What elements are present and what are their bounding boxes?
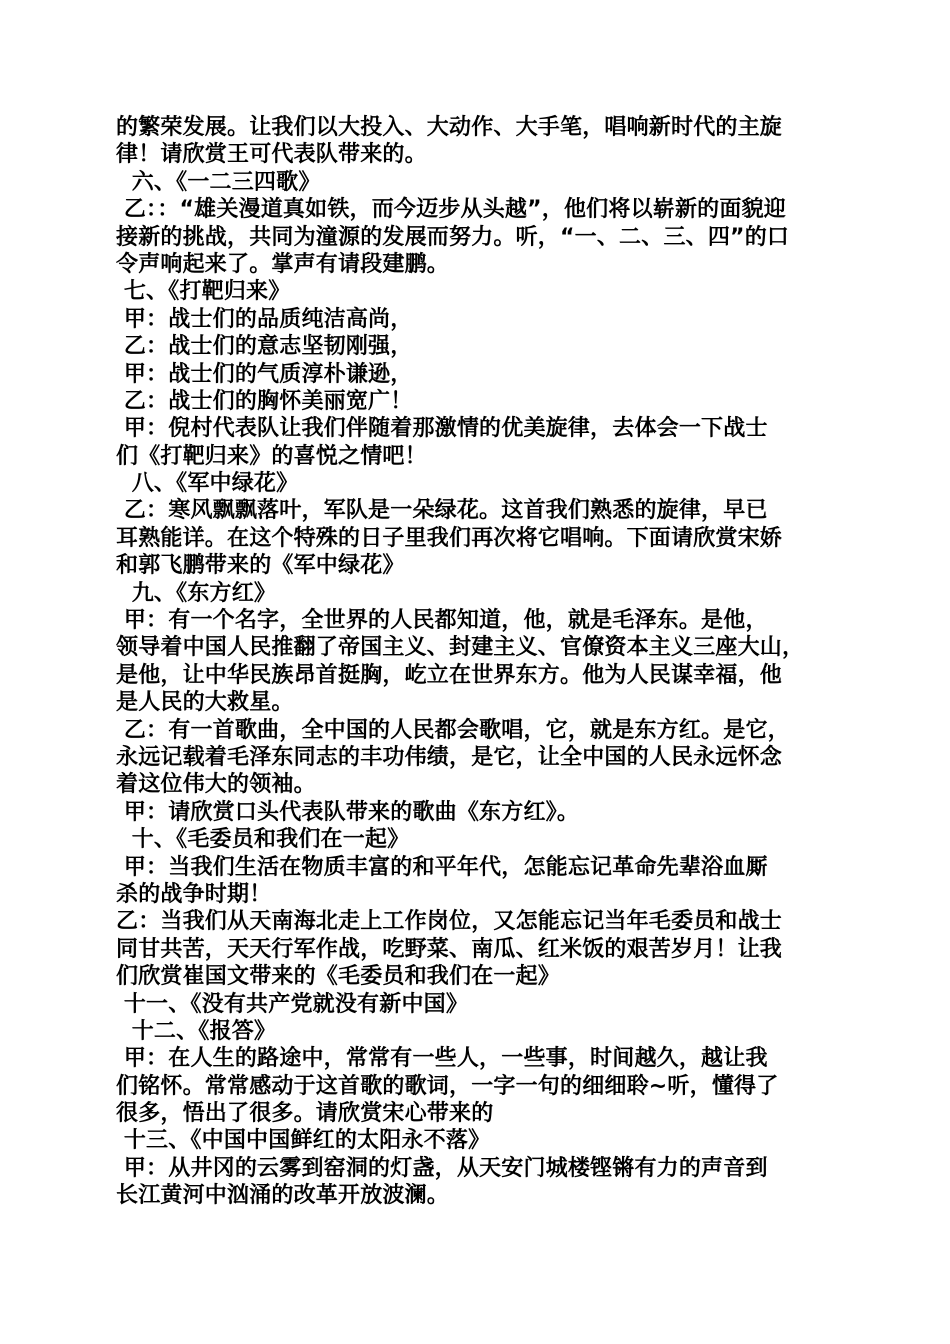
text-line: 是他，让中华民族昂首挺胸，屹立在世界东方。他为人民谋幸福，他 <box>116 662 783 688</box>
text-line: 们铭怀。常常感动于这首歌的歌词，一字一句的细细聆~听，懂得了 <box>116 1073 779 1099</box>
text-line: 乙：：“雄关漫道真如铁，而今迈步从头越”，他们将以崭新的面貌迎 <box>116 197 786 223</box>
text-line: 令声响起来了。掌声有请段建鹏。 <box>116 251 450 277</box>
text-line: 们欣赏崔国文带来的《毛委员和我们在一起》 <box>116 964 561 990</box>
text-line: 甲：当我们生活在物质丰富的和平年代，怎能忘记革命先辈浴血厮 <box>116 854 768 880</box>
text-line: 和郭飞鹏带来的《军中绿花》 <box>116 553 405 579</box>
text-line: 领导着中国人民推翻了帝国主义、封建主义、官僚资本主义三座大山， <box>116 635 805 661</box>
text-line: 着这位伟大的领袖。 <box>116 772 316 798</box>
text-line: 永远记载着毛泽东同志的丰功伟绩，是它，让全中国的人民永远怀念 <box>116 744 783 770</box>
section-heading: 十三、《中国中国鲜红的太阳永不落》 <box>116 1128 491 1154</box>
text-line: 甲：请欣赏口头代表队带来的歌曲《东方红》。 <box>116 799 580 825</box>
text-line: 的繁荣发展。让我们以大投入、大动作、大手笔，唱响新时代的主旋 <box>116 115 783 140</box>
text-line: 甲：战士们的品质纯洁高尚， <box>116 306 413 332</box>
text-line: 乙：战士们的胸怀美丽宽广！ <box>116 388 413 414</box>
section-heading: 十一、《没有共产党就没有新中国》 <box>116 991 469 1017</box>
text-line: 耳熟能详。在这个特殊的日子里我们再次将它唱响。下面请欣赏宋娇 <box>116 525 783 551</box>
text-line: 很多，悟出了很多。请欣赏宋心带来的 <box>116 1101 494 1127</box>
text-line: 是人民的大救星。 <box>116 690 294 716</box>
section-heading: 十二、《报答》 <box>116 1018 277 1044</box>
text-line: 同甘共苦，天天行军作战，吃野菜、南瓜、红米饭的艰苦岁月！让我 <box>116 936 783 962</box>
document-page <box>116 114 850 1210</box>
text-line: 接新的挑战，共同为潼源的发展而努力。听，“一、二、三、四”的口 <box>116 224 790 250</box>
section-heading: 七、《打靶归来》 <box>116 279 291 305</box>
text-line: 甲：倪村代表队让我们伴随着那激情的优美旋律，去体会一下战士 <box>116 416 768 442</box>
text-line: 杀的战争时期！ <box>116 881 272 907</box>
text-line: 乙：当我们从天南海北走上工作岗位，又怎能忘记当年毛委员和战士 <box>116 909 783 935</box>
section-heading: 八、《军中绿花》 <box>116 471 299 497</box>
section-heading: 六、《一二三四歌》 <box>116 169 321 195</box>
text-line: 律！请欣赏王可代表队带来的。 <box>116 142 427 168</box>
text-line: 乙：战士们的意志坚韧刚强， <box>116 334 413 360</box>
text-line: 甲：在人生的路途中，常常有一些人，一些事，时间越久，越让我 <box>116 1046 768 1072</box>
text-line: 甲：战士们的气质淳朴谦逊， <box>116 361 413 387</box>
section-heading: 十、《毛委员和我们在一起》 <box>116 827 410 853</box>
text-line: 甲：有一个名字，全世界的人民都知道，他，就是毛泽东。是他， <box>116 608 768 634</box>
text-line: 乙：有一首歌曲，全中国的人民都会歌唱，它，就是东方红。是它， <box>116 717 790 743</box>
text-line: 甲：从井冈的云雾到窑洞的灯盏，从天安门城楼铿锵有力的声音到 <box>116 1155 768 1181</box>
text-line: 长江黄河中汹涌的改革开放波澜。 <box>116 1183 450 1209</box>
text-line: 们《打靶归来》的喜悦之情吧！ <box>116 443 427 469</box>
section-heading: 九、《东方红》 <box>116 580 277 606</box>
text-line: 乙：寒风飘飘落叶，军队是一朵绿花。这首我们熟悉的旋律，早已 <box>116 498 768 524</box>
